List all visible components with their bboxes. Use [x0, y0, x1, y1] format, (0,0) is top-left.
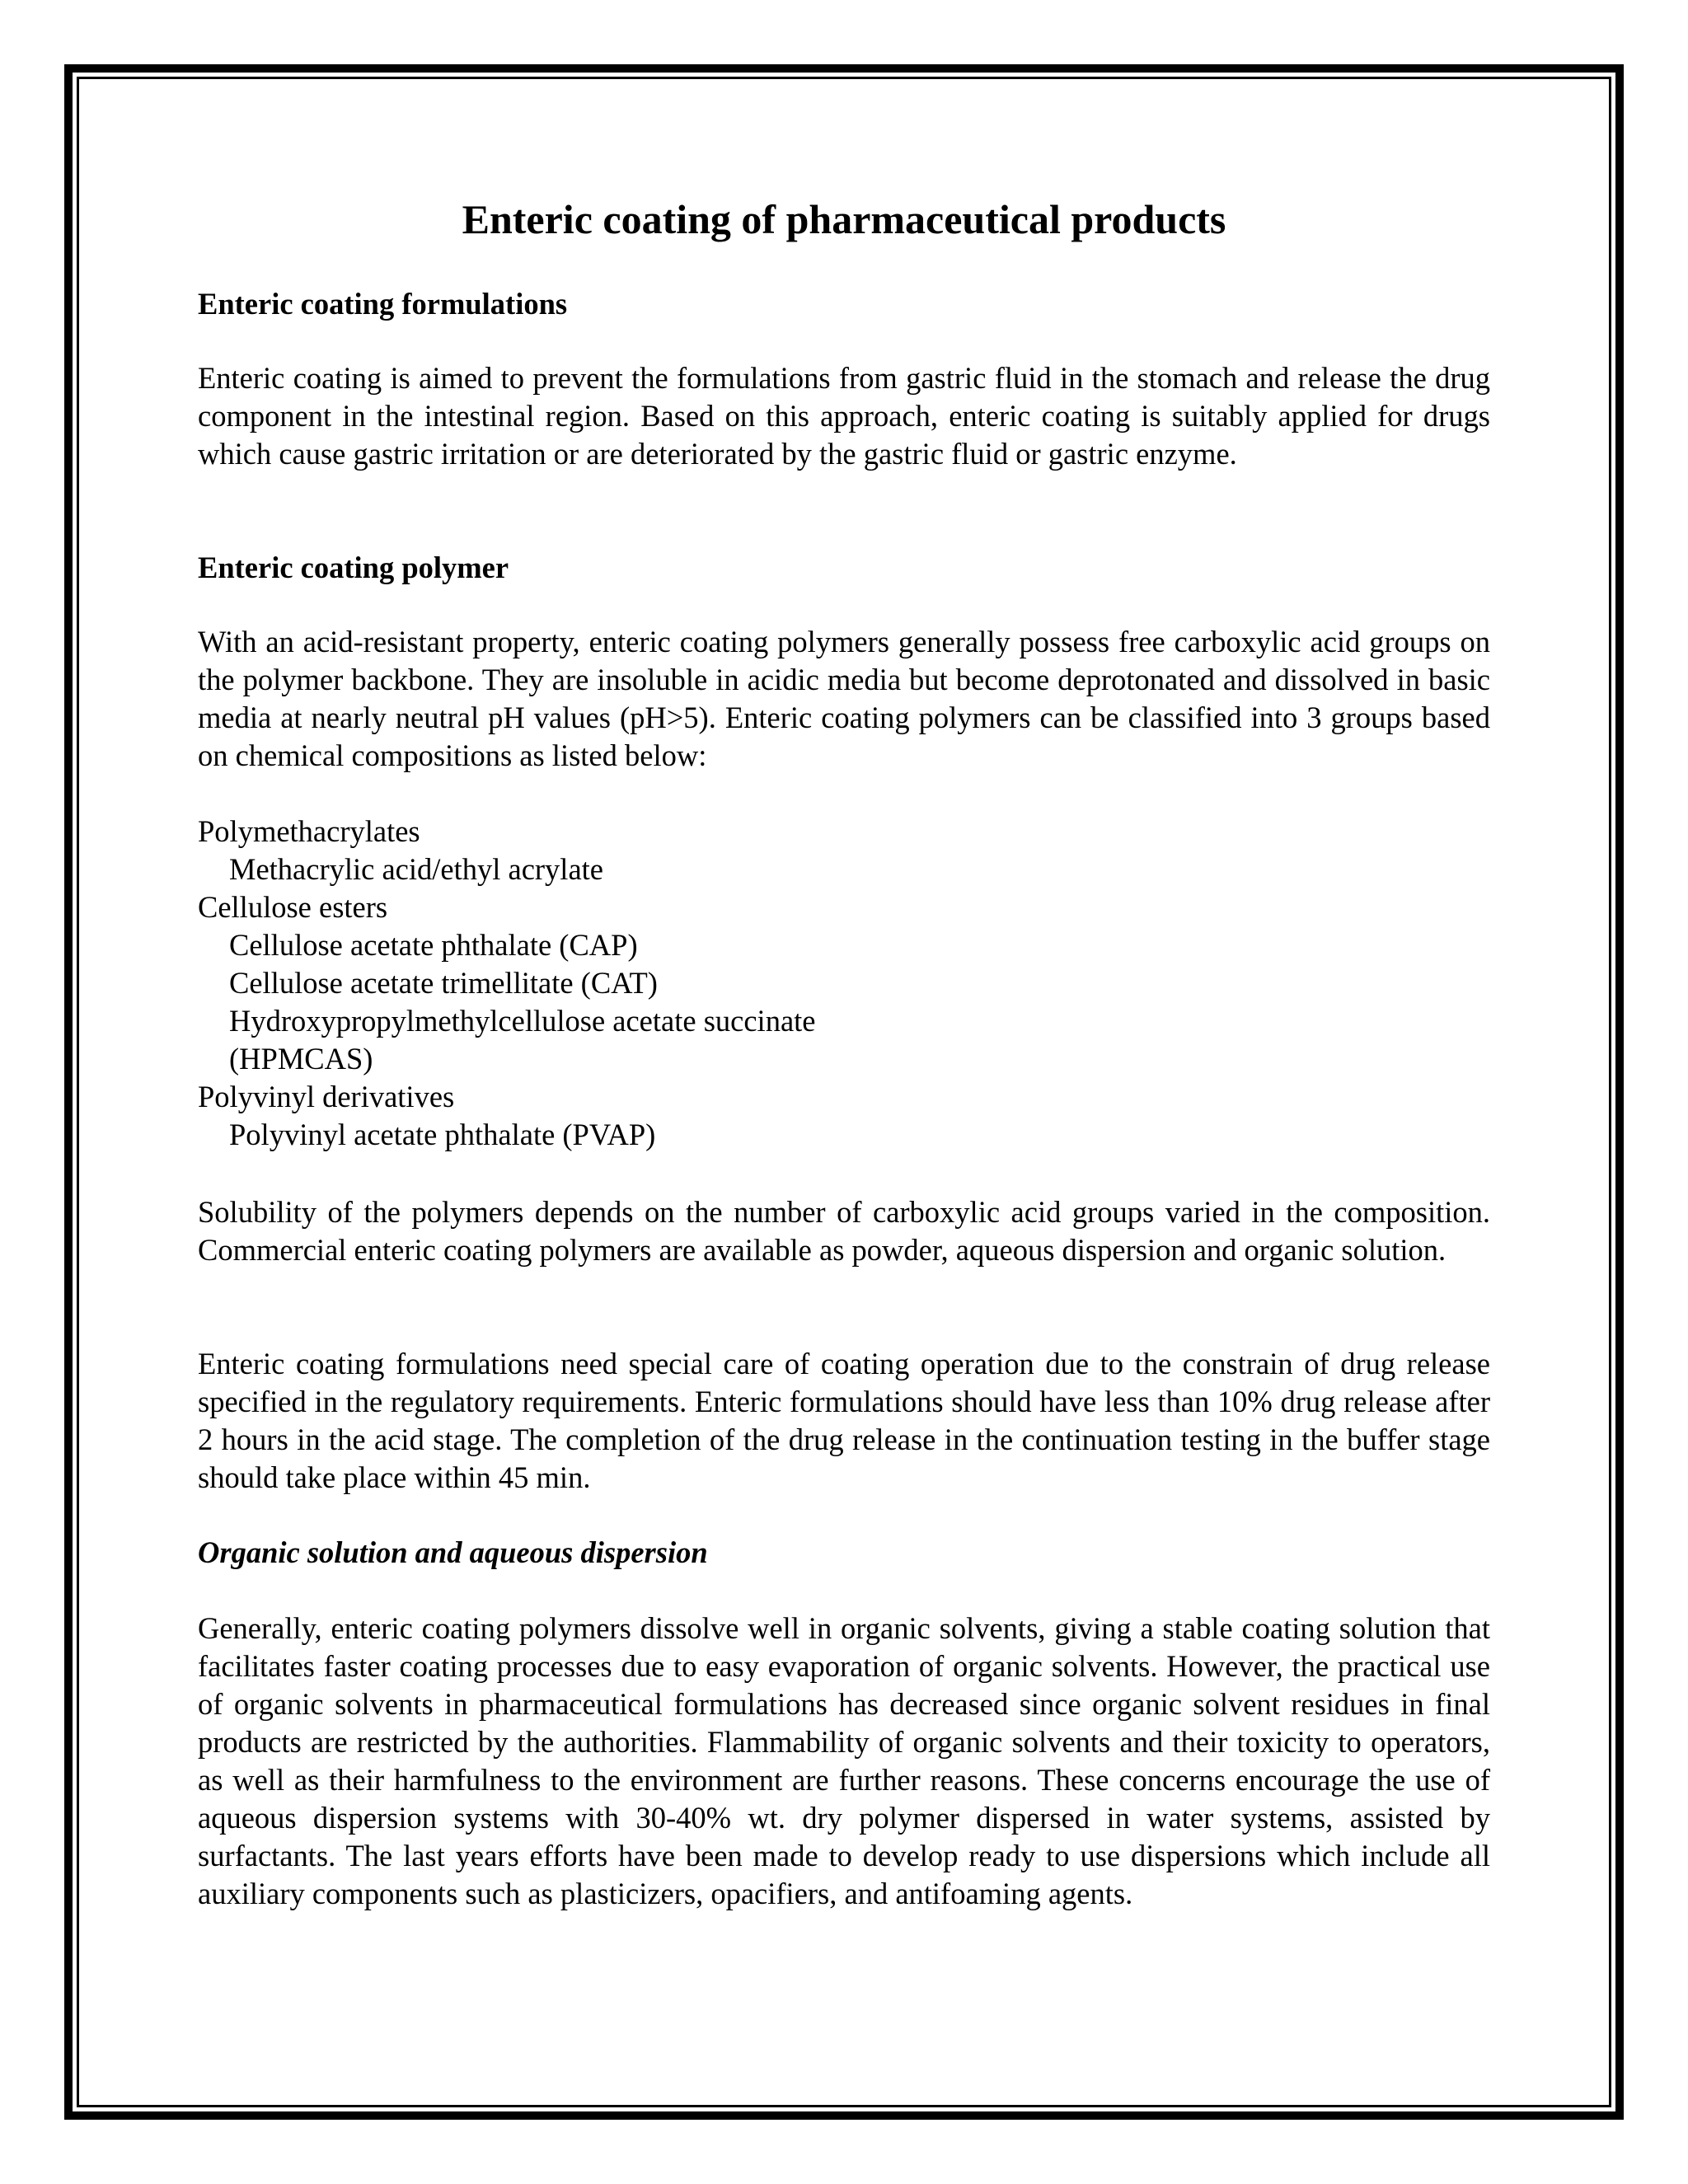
list-item-cat: Cellulose acetate trimellitate (CAT)	[229, 966, 658, 1000]
section-heading-organic-solution: Organic solution and aqueous dispersion	[198, 1535, 708, 1569]
paragraph-special-care: Enteric coating formulations need special care of coating operation due to the constrain of drug release specified in the regulatory requirements. Enteric formulations should have less than 10% drug release after 2 hours in the acid stage. The completion of the drug release in the continuation testing in the buffer stage should take place within 45 min.	[198, 1347, 1490, 1494]
list-group-polyvinyl-derivatives: Polyvinyl derivatives	[198, 1080, 455, 1113]
paragraph-solubility: Solubility of the polymers depends on the number of carboxylic acid groups varied in the composition. Commercial enteric coating polymers are available as powder, aqueous dispersion and organic solution.	[198, 1195, 1490, 1267]
paragraph-organic-solvents: Generally, enteric coating polymers dissolve well in organic solvents, giving a stable coating solution that facilitates faster coating processes due to easy evaporation of organic solvents. However, the practical use of organic solvents in pharmaceutical formulations has decreased since organic solvent residues in final products are restricted by the authorities. Flammability of organic solvents and their toxicity to operators, as well as their harmfulness to the environment are further reasons. These concerns encourage the use of aqueous dispersion systems with 30-40% wt. dry polymer dispersed in water systems, assisted by surfactants. The last years efforts have been made to develop ready to use dispersions which include all auxiliary components such as plasticizers, opacifiers, and antifoaming agents.	[198, 1611, 1490, 1910]
list-group-polymethacrylates: Polymethacrylates	[198, 814, 420, 848]
list-item-hpmcas-abbrev: (HPMCAS)	[229, 1042, 373, 1076]
section-heading-enteric-coating-polymer: Enteric coating polymer	[198, 551, 509, 584]
list-group-cellulose-esters: Cellulose esters	[198, 890, 388, 924]
list-item-methacrylic-acid: Methacrylic acid/ethyl acrylate	[229, 852, 603, 886]
list-item-hpmcas: Hydroxypropylmethylcellulose acetate succinate	[229, 1004, 816, 1038]
paragraph-enteric-coating-aim: Enteric coating is aimed to prevent the formulations from gastric fluid in the stomach and release the drug component in the intestinal region. Based on this approach, enteric coating is suitably applied for drugs which cause gastric irritation or are deteriorated by the gastric fluid or gastric enzyme.	[198, 361, 1490, 471]
polymer-classification-list	[198, 813, 815, 1154]
section-heading-enteric-coating-formulations: Enteric coating formulations	[198, 287, 568, 321]
list-item-pvap: Polyvinyl acetate phthalate (PVAP)	[229, 1118, 656, 1151]
list-item-cap: Cellulose acetate phthalate (CAP)	[229, 928, 638, 962]
paragraph-acid-resistant-property: With an acid-resistant property, enteric coating polymers generally possess free carboxylic acid groups on the polymer backbone. They are insoluble in acidic media but become deprotonated and dissolved in basic media at nearly neutral pH values (pH>5). Enteric coating polymers can be classified into 3 groups based on chemical compositions as listed below:	[198, 625, 1490, 772]
document-title: Enteric coating of pharmaceutical products	[462, 196, 1226, 242]
